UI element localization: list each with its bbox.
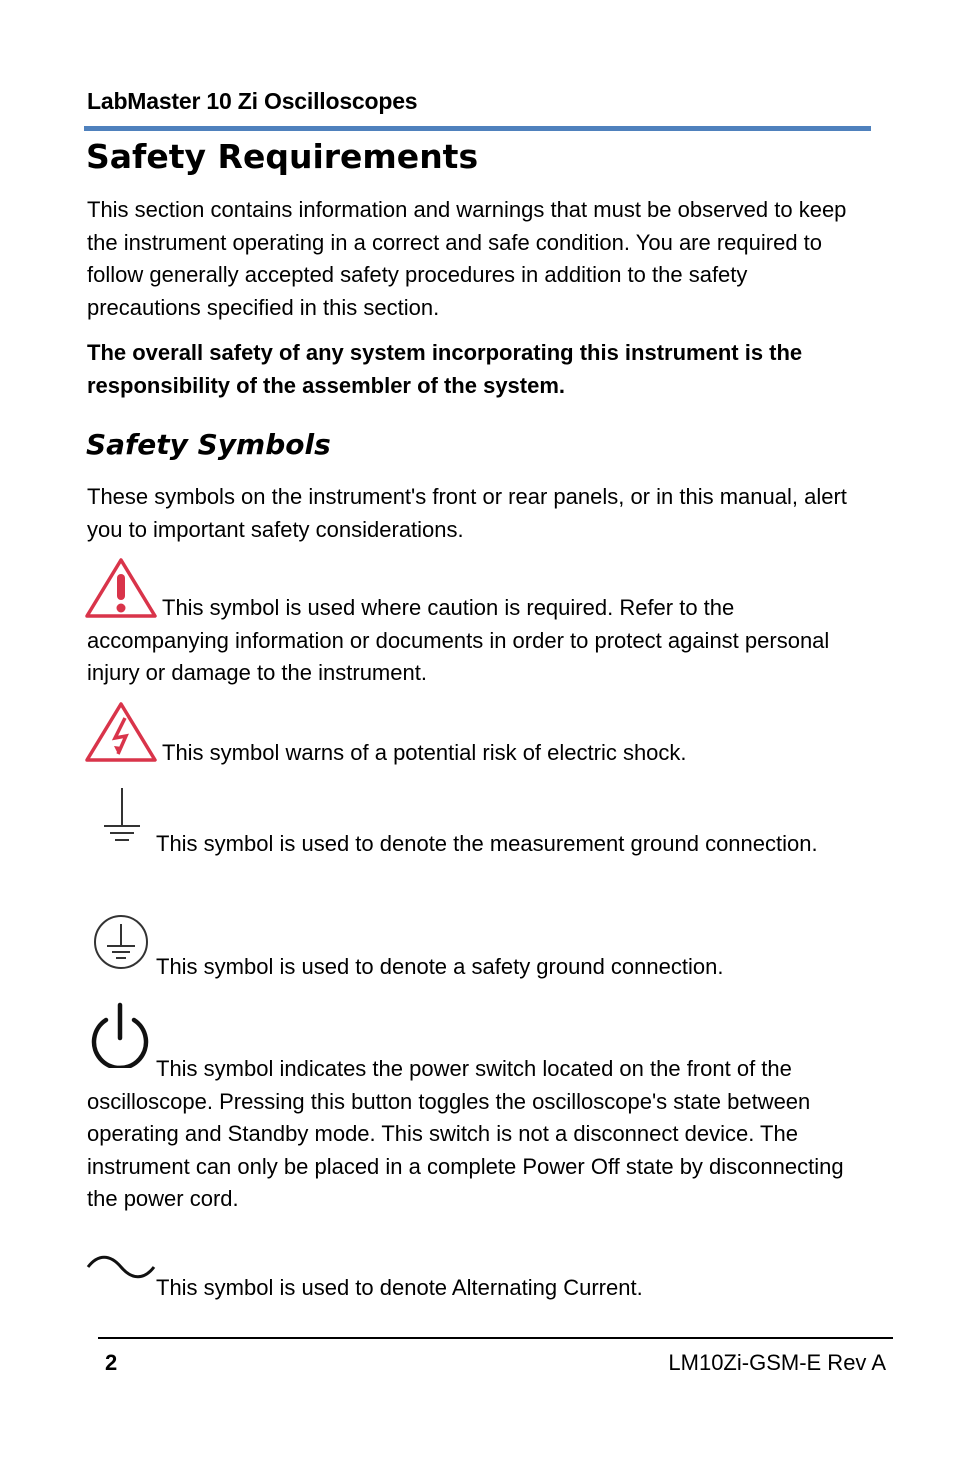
document-id: LM10Zi-GSM-E Rev A [668, 1350, 886, 1375]
measurement-ground-description: This symbol is used to denote the measurement ground connection. [156, 831, 818, 856]
page-number: 2 [105, 1350, 118, 1375]
symbols-intro: These symbols on the instrument's front or rear panels, or in this manual, alert you to important safety considerations. [87, 484, 847, 542]
section-title: Safety Requirements [86, 137, 479, 176]
responsibility-note: The overall safety of any system incorporating this instrument is the responsibility of the assembler of the system. [87, 340, 803, 398]
electric-shock-description: This symbol warns of a potential risk of electric shock. [162, 740, 687, 765]
intro-paragraph: This section contains information and warnings that must be observed to keep the instrument operating in a correct and safe condition. You are required to follow generally accepted safety procedures in addition to the safety precautions specified in this section. [87, 197, 847, 320]
caution-description: This symbol is used where caution is required. Refer to the accompanying information or documents in order to protect against personal injury or damage to the instrument. [87, 595, 830, 685]
alternating-current-description: This symbol is used to denote Alternating Current. [156, 1275, 643, 1300]
subsection-title: Safety Symbols [86, 428, 331, 461]
safety-ground-description: This symbol is used to denote a safety ground connection. [156, 954, 724, 979]
footer-rule [98, 1337, 893, 1339]
header-rule [84, 126, 871, 131]
running-header: LabMaster 10 Zi Oscilloscopes [87, 88, 418, 114]
power-switch-description: This symbol indicates the power switch located on the front of the oscilloscope. Pressing this button toggles the oscilloscope's state between operating and Standby mode. This switch is not a disconnect device. The instrument can only be placed in a complete Power Off state by disconnecting the power cord. [87, 1056, 844, 1211]
